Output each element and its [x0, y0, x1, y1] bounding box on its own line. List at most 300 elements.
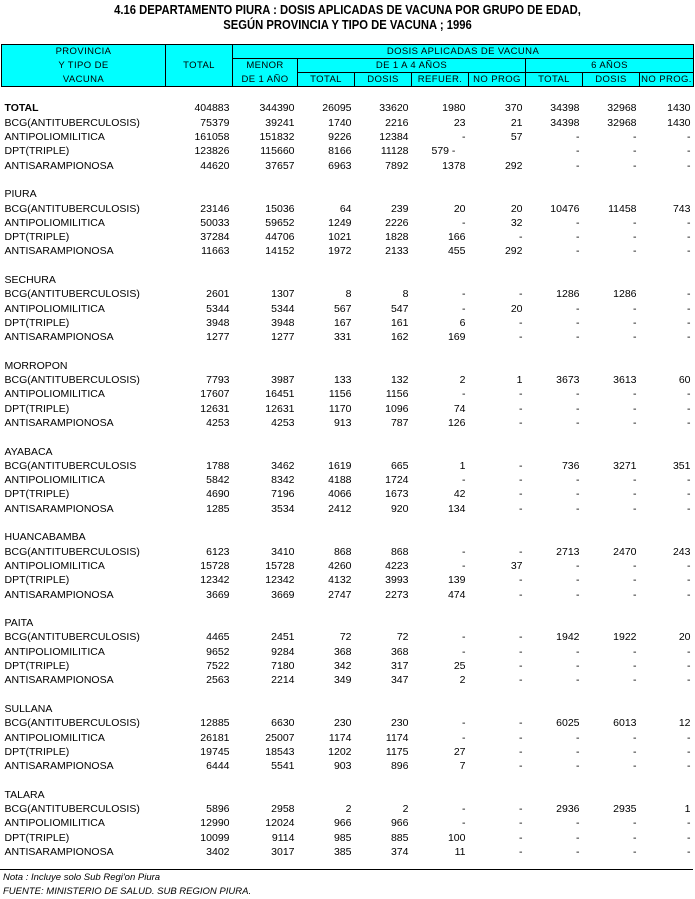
- value-cell: 368: [333, 645, 352, 658]
- value-cell: 166: [447, 231, 466, 244]
- value-cell: 72: [339, 631, 352, 644]
- value-cell: 6025: [556, 717, 580, 730]
- value-cell: -: [633, 145, 637, 158]
- header-sub-0: TOTAL: [298, 73, 355, 87]
- vaccine-label: ANTIPOLIOMILITICA: [4, 731, 105, 744]
- value-cell: -: [633, 574, 637, 587]
- page-title: [35, 3, 661, 33]
- table-row: [2, 673, 694, 687]
- value-cell: 15728: [200, 559, 230, 572]
- value-cell: 57: [510, 131, 523, 144]
- value-cell: 2: [459, 674, 466, 687]
- province-name: MORROPON: [4, 359, 68, 372]
- spacer-cell: [2, 344, 694, 358]
- vaccine-label: DPT(TRIPLE): [4, 660, 70, 673]
- vaccine-label: DPT(TRIPLE): [4, 145, 70, 158]
- value-cell: -: [687, 745, 691, 758]
- value-cell: 1202: [328, 745, 352, 758]
- vaccine-label: BCG(ANTITUBERCULOSIS): [4, 631, 140, 644]
- table-body: [2, 87, 694, 860]
- value-cell: 2958: [271, 802, 295, 815]
- value-cell: -: [462, 388, 466, 401]
- value-cell: 12024: [265, 817, 295, 830]
- value-cell: 9284: [271, 645, 295, 658]
- table-row: [2, 759, 694, 773]
- value-cell: -: [687, 245, 691, 258]
- table-row: [2, 216, 694, 230]
- vaccine-label: DPT(TRIPLE): [4, 402, 70, 415]
- value-cell: 3271: [613, 459, 637, 472]
- value-cell: -: [519, 588, 523, 601]
- value-cell: 21: [510, 116, 523, 129]
- spacer-row: [2, 173, 694, 187]
- value-cell: 787: [390, 416, 409, 429]
- value-cell: 11: [454, 845, 466, 858]
- value-cell: 26181: [200, 731, 230, 744]
- value-cell: 20: [678, 631, 691, 644]
- value-cell: -: [519, 402, 523, 415]
- value-cell: -: [519, 660, 523, 673]
- value-cell: 2563: [206, 674, 230, 687]
- value-cell: -: [519, 459, 523, 472]
- value-cell: -: [687, 288, 691, 301]
- spacer-cell: [2, 687, 694, 701]
- value-cell: -: [576, 488, 580, 501]
- header-de-1-a-4: DE 1 A 4 AÑOS: [298, 59, 526, 73]
- province-name: SECHURA: [4, 274, 56, 286]
- value-cell: 2273: [385, 588, 409, 601]
- header-total-bottom: [166, 73, 233, 87]
- title-line-2: SEGÚN PROVINCIA Y TIPO DE VACUNA ; 1996: [223, 18, 472, 32]
- value-cell: -: [519, 288, 523, 301]
- value-cell: -: [576, 559, 580, 572]
- value-cell: -: [519, 545, 523, 558]
- value-cell: 1156: [385, 388, 409, 401]
- value-cell: 1096: [385, 402, 409, 415]
- value-cell: 44706: [265, 231, 295, 244]
- value-cell: 1277: [206, 331, 230, 344]
- value-cell: 3534: [271, 502, 295, 515]
- value-cell: 37657: [265, 159, 295, 172]
- value-cell: 1673: [385, 488, 409, 501]
- vaccine-label: DPT(TRIPLE): [4, 231, 70, 244]
- value-cell: -: [576, 588, 580, 601]
- value-cell: 23: [453, 116, 466, 129]
- value-cell: 11128: [380, 145, 409, 158]
- value-cell: 368: [390, 645, 409, 658]
- value-cell: 985: [333, 831, 352, 844]
- vaccine-label: ANTIPOLIOMILITICA: [4, 474, 105, 487]
- table-row: [2, 387, 694, 401]
- value-cell: 26095: [322, 102, 352, 115]
- vaccine-label: ANTIPOLIOMILITICA: [4, 216, 105, 229]
- value-cell: 1724: [385, 474, 409, 487]
- value-cell: -: [462, 474, 466, 487]
- spacer-row: [2, 87, 694, 102]
- value-cell: -: [687, 388, 691, 401]
- value-cell: 20: [510, 202, 523, 215]
- value-cell: 3948: [206, 316, 230, 329]
- header-sub-1: DOSIS: [355, 73, 412, 87]
- footnote-fuente: FUENTE: MINISTERIO DE SALUD. SUB REGION PIURA.: [3, 886, 252, 897]
- value-cell: 1980: [442, 102, 466, 115]
- value-cell: 12384: [379, 131, 409, 144]
- header-sub-2: REFUER.: [412, 73, 469, 87]
- value-cell: -: [633, 817, 637, 830]
- value-cell: 4690: [206, 488, 230, 501]
- value-cell: 115660: [260, 145, 295, 158]
- value-cell: -: [576, 331, 580, 344]
- table-row: [2, 330, 694, 344]
- header-sub-3: NO PROG: [469, 73, 526, 87]
- vaccine-label: ANTISARAMPIONOSA: [4, 674, 114, 687]
- value-cell: 4253: [271, 416, 295, 429]
- value-cell: 3673: [556, 374, 580, 387]
- value-cell: -: [519, 388, 523, 401]
- value-cell: 17607: [200, 388, 230, 401]
- table-row: [2, 416, 694, 430]
- value-cell: 4260: [328, 559, 352, 572]
- value-cell: -: [462, 631, 466, 644]
- vaccine-label: ANTIPOLIOMILITICA: [4, 645, 105, 658]
- value-cell: -: [576, 245, 580, 258]
- value-cell: 169: [447, 331, 466, 344]
- value-cell: 123826: [194, 145, 230, 158]
- value-cell: -: [633, 645, 637, 658]
- value-cell: 9114: [271, 831, 295, 844]
- value-cell: 1175: [385, 745, 409, 758]
- value-cell: 1430: [667, 102, 691, 115]
- value-cell: 11663: [201, 245, 230, 258]
- value-cell: -: [576, 574, 580, 587]
- value-cell: -: [519, 331, 523, 344]
- spacer-cell: [2, 602, 694, 616]
- vaccine-label: BCG(ANTITUBERCULOSIS): [4, 717, 140, 730]
- value-cell: -: [576, 731, 580, 744]
- value-cell: -: [576, 845, 580, 858]
- value-cell: 32: [510, 216, 523, 229]
- value-cell: 151832: [259, 131, 295, 144]
- value-cell: 230: [390, 717, 409, 730]
- value-cell: -: [576, 474, 580, 487]
- value-cell: 913: [333, 416, 352, 429]
- value-cell: -: [633, 559, 637, 572]
- value-cell: 8166: [328, 145, 352, 158]
- value-cell: -: [576, 645, 580, 658]
- value-cell: 5842: [206, 474, 230, 487]
- value-cell: -: [519, 845, 523, 858]
- value-cell: 7180: [271, 660, 295, 673]
- spacer-row: [2, 430, 694, 444]
- value-cell: 885: [390, 831, 409, 844]
- value-cell: 474: [447, 588, 466, 601]
- header-total-blank: [166, 45, 233, 59]
- table-row: [2, 659, 694, 673]
- value-cell: 3669: [271, 588, 295, 601]
- value-cell: -: [519, 802, 523, 815]
- value-cell: 743: [672, 202, 691, 215]
- value-cell: 8342: [271, 474, 295, 487]
- value-cell: 6963: [328, 159, 352, 172]
- value-cell: 9226: [328, 131, 352, 144]
- province-name: AYABACA: [4, 445, 53, 458]
- value-cell: 567: [333, 302, 352, 315]
- value-cell: 20: [510, 302, 523, 315]
- vaccine-label: ANTISARAMPIONOSA: [4, 245, 114, 258]
- value-cell: -: [633, 231, 637, 244]
- value-cell: -: [519, 488, 523, 501]
- value-cell: 50033: [200, 216, 230, 229]
- value-cell: 1788: [206, 459, 230, 472]
- value-cell: -: [576, 402, 580, 415]
- value-cell: 1277: [271, 331, 295, 344]
- vaccine-label: ANTISARAMPIONOSA: [4, 588, 114, 601]
- value-cell: 161: [390, 316, 409, 329]
- value-cell: 12990: [200, 817, 230, 830]
- value-cell: -: [687, 674, 691, 687]
- province-header-row: [2, 788, 694, 802]
- value-cell: 15728: [265, 559, 295, 572]
- table-row: [2, 130, 694, 144]
- value-cell: 665: [390, 459, 409, 472]
- value-cell: 5344: [271, 302, 295, 315]
- value-cell: -: [462, 802, 466, 815]
- spacer-row: [2, 516, 694, 530]
- value-cell: -: [576, 831, 580, 844]
- value-cell: -: [519, 817, 523, 830]
- vaccine-label: DPT(TRIPLE): [4, 488, 70, 501]
- vaccine-label: ANTISARAMPIONOSA: [4, 416, 114, 429]
- title-line-1: 4.16 DEPARTAMENTO PIURA : DOSIS APLICADAS DE VACUNA POR GRUPO DE EDAD,: [114, 3, 581, 17]
- value-cell: -: [687, 660, 691, 673]
- value-cell: 74: [453, 402, 466, 415]
- value-cell: 12631: [200, 402, 230, 415]
- spacer-cell: [2, 259, 694, 273]
- value-cell: 14152: [265, 245, 295, 258]
- value-cell: 2214: [271, 674, 295, 687]
- value-cell: -: [633, 331, 637, 344]
- value-cell: 1286: [613, 288, 637, 301]
- value-cell: 2226: [385, 216, 409, 229]
- table-row: [2, 845, 694, 859]
- value-cell: -: [633, 760, 637, 773]
- value-cell: 139: [447, 574, 466, 587]
- value-cell: 33620: [379, 102, 409, 115]
- table-row: [2, 730, 694, 744]
- value-cell: -: [633, 388, 637, 401]
- value-cell: 351: [672, 459, 691, 472]
- table-row: [2, 745, 694, 759]
- value-cell: 4223: [385, 559, 409, 572]
- value-cell: -: [687, 502, 691, 515]
- value-cell: -: [576, 216, 580, 229]
- value-cell: -: [687, 159, 691, 172]
- value-cell: 292: [504, 159, 523, 172]
- value-cell: -: [687, 416, 691, 429]
- value-cell: 162: [390, 331, 409, 344]
- value-cell: 27: [453, 745, 466, 758]
- value-cell: -: [519, 631, 523, 644]
- value-cell: 1430: [667, 116, 691, 129]
- value-cell: -: [633, 316, 637, 329]
- province-name: SULLANA: [4, 702, 53, 715]
- value-cell: 3402: [206, 845, 230, 858]
- table-row: [2, 630, 694, 644]
- value-cell: 32968: [607, 102, 637, 115]
- value-cell: 1922: [613, 631, 637, 644]
- vaccine-label: DPT(TRIPLE): [4, 316, 70, 329]
- value-cell: -: [687, 731, 691, 744]
- value-cell: 317: [390, 660, 409, 673]
- vaccine-label: TOTAL: [4, 102, 39, 115]
- value-cell: -: [687, 231, 691, 244]
- vaccine-label: ANTISARAMPIONOSA: [4, 331, 114, 344]
- value-cell: 903: [333, 760, 352, 773]
- value-cell: 2412: [328, 502, 352, 515]
- header-menor-2: DE 1 AÑO: [233, 73, 298, 87]
- value-cell: 3462: [271, 459, 295, 472]
- value-cell: -: [462, 645, 466, 658]
- vaccine-label: ANTIPOLIOMILITICA: [4, 559, 105, 572]
- table-row: [2, 830, 694, 844]
- value-cell: -: [519, 731, 523, 744]
- value-cell: 1307: [271, 288, 295, 301]
- value-cell: 385: [333, 845, 352, 858]
- table-row: [2, 244, 694, 258]
- value-cell: 966: [390, 817, 409, 830]
- spacer-row: [2, 687, 694, 701]
- value-cell: 7: [459, 760, 466, 773]
- province-name: TALARA: [4, 788, 45, 801]
- value-cell: 42: [453, 488, 466, 501]
- value-cell: 11458: [608, 202, 637, 215]
- value-cell: -: [633, 216, 637, 229]
- table-row: [2, 587, 694, 601]
- value-cell: 7196: [271, 488, 295, 501]
- province-header-row: [2, 530, 694, 544]
- value-cell: 12: [678, 717, 691, 730]
- value-cell: 342: [333, 660, 352, 673]
- value-cell: -: [519, 717, 523, 730]
- value-cell: -: [633, 488, 637, 501]
- value-cell: 2: [402, 802, 409, 815]
- value-cell: 34398: [550, 116, 580, 129]
- value-cell: 1378: [442, 159, 466, 172]
- value-cell: 736: [561, 459, 580, 472]
- value-cell: 3410: [271, 545, 295, 558]
- value-cell: -: [519, 645, 523, 658]
- value-cell: -: [633, 131, 637, 144]
- value-cell: 132: [390, 374, 409, 387]
- value-cell: 100: [447, 831, 466, 844]
- value-cell: -: [519, 416, 523, 429]
- value-cell: 7522: [206, 660, 230, 673]
- value-cell: 230: [333, 717, 352, 730]
- vaccine-label: BCG(ANTITUBERCULOSIS): [4, 374, 140, 387]
- value-cell: 44620: [200, 159, 230, 172]
- value-cell: -: [687, 488, 691, 501]
- value-cell: 75379: [200, 116, 230, 129]
- table-row: [2, 545, 694, 559]
- value-cell: -: [633, 245, 637, 258]
- value-cell: 2470: [613, 545, 637, 558]
- value-cell: -: [462, 545, 466, 558]
- value-cell: 2: [345, 802, 352, 815]
- value-cell: -: [576, 745, 580, 758]
- value-cell: -: [462, 559, 466, 572]
- spacer-cell: [2, 430, 694, 444]
- province-header-row: [2, 187, 694, 201]
- value-cell: 12631: [265, 402, 295, 415]
- value-cell: 2713: [556, 545, 580, 558]
- table-row: [2, 158, 694, 172]
- value-cell: 243: [672, 545, 691, 558]
- value-cell: 10476: [550, 202, 580, 215]
- value-cell: -: [519, 574, 523, 587]
- value-cell: 4188: [328, 474, 352, 487]
- value-cell: 2747: [328, 588, 352, 601]
- table-row: [2, 301, 694, 315]
- value-cell: 1: [684, 802, 691, 815]
- value-cell: 72: [396, 631, 409, 644]
- value-cell: -: [633, 302, 637, 315]
- value-cell: 37284: [200, 231, 230, 244]
- value-cell: -: [462, 817, 466, 830]
- value-cell: 9652: [206, 645, 230, 658]
- header-sub-5: DOSIS: [583, 73, 640, 87]
- value-cell: -: [462, 216, 466, 229]
- header-provincia-3: VACUNA: [2, 73, 166, 87]
- vaccine-doses-table: [1, 44, 694, 859]
- spacer-row: [2, 259, 694, 273]
- table-row: [2, 573, 694, 587]
- vaccine-label: BCG(ANTITUBERCULOSIS): [4, 202, 140, 215]
- value-cell: 868: [333, 545, 352, 558]
- value-cell: 32968: [607, 116, 637, 129]
- vaccine-label: ANTISARAMPIONOSA: [4, 760, 114, 773]
- value-cell: -: [687, 131, 691, 144]
- spacer-row: [2, 344, 694, 358]
- value-cell: 161058: [194, 131, 230, 144]
- value-cell: 6013: [613, 717, 637, 730]
- value-cell: 34398: [550, 102, 580, 115]
- value-cell: 133: [333, 374, 352, 387]
- value-cell: -: [687, 474, 691, 487]
- value-cell: -: [519, 474, 523, 487]
- value-cell: -: [687, 559, 691, 572]
- value-cell: -: [576, 416, 580, 429]
- value-cell: 134: [447, 502, 466, 515]
- table-row: [2, 201, 694, 215]
- table-row: [2, 373, 694, 387]
- spacer-cell: [2, 87, 694, 102]
- header-provincia-2: Y TIPO DE: [2, 59, 166, 73]
- value-cell: 2935: [613, 802, 637, 815]
- province-header-row: [2, 359, 694, 373]
- vaccine-label: BCG(ANTITUBERCULOSIS: [4, 459, 137, 472]
- value-cell: -: [576, 145, 580, 158]
- value-cell: 4066: [328, 488, 352, 501]
- value-cell: 920: [390, 502, 409, 515]
- vaccine-label: DPT(TRIPLE): [4, 745, 70, 758]
- value-cell: 349: [333, 674, 352, 687]
- value-cell: 25007: [265, 731, 295, 744]
- province-name: PAITA: [4, 617, 34, 630]
- vaccine-label: BCG(ANTITUBERCULOSIS): [4, 802, 140, 815]
- table-row: [2, 144, 694, 158]
- value-cell: -: [519, 760, 523, 773]
- vaccine-label: BCG(ANTITUBERCULOSIS): [4, 116, 140, 129]
